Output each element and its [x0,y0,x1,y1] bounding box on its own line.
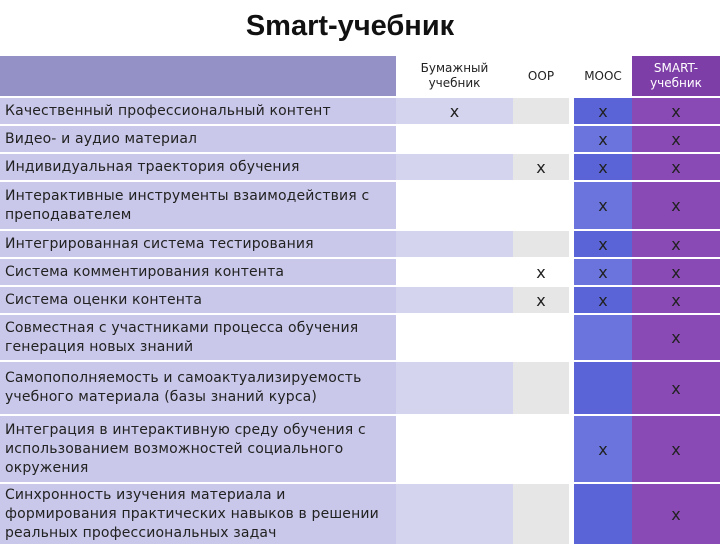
cell-paper [396,416,513,482]
cell-smart: x [632,98,720,124]
column-header-mooc: MOOC [574,56,632,96]
column-header-smart: SMART-учебник [632,56,720,96]
cell-oop [513,182,569,229]
cell-paper [396,315,513,360]
table-row [0,315,720,360]
cell-oop: x [513,287,569,313]
table-row [0,259,720,285]
cell-smart: x [632,287,720,313]
cell-smart: x [632,315,720,360]
cell-mooc: x [574,287,632,313]
table-row [0,484,720,544]
row-label: Синхронность изучения материала и формирования практических навыков в решении реальных профессиональных задач [0,484,396,544]
cell-smart: x [632,126,720,152]
row-label: Самопополняемость и самоактуализируемость учебного материала (базы знаний курса) [0,362,396,414]
cell-oop [513,231,569,257]
row-label: Видео- и аудио материал [0,126,396,152]
column-header-oop: OOP [513,56,569,96]
table-row [0,154,720,180]
cell-mooc: x [574,416,632,482]
cell-oop [513,484,569,544]
table-row [0,98,720,124]
cell-paper [396,126,513,152]
row-label: Индивидуальная траектория обучения [0,154,396,180]
row-label: Интегрированная система тестирования [0,231,396,257]
cell-oop [513,126,569,152]
page-title: Smart-учебник [245,10,455,42]
cell-paper [396,362,513,414]
cell-oop [513,98,569,124]
table-row [0,287,720,313]
table-row [0,362,720,414]
cell-mooc [574,484,632,544]
table-row [0,126,720,152]
cell-paper [396,154,513,180]
cell-mooc: x [574,182,632,229]
table-row [0,231,720,257]
row-label: Система оценки контента [0,287,396,313]
cell-smart: x [632,231,720,257]
table-row [0,416,720,482]
cell-smart: x [632,416,720,482]
cell-smart: x [632,182,720,229]
cell-mooc: x [574,98,632,124]
row-label: Интерактивные инструменты взаимодействия с преподавателем [0,182,396,229]
cell-paper [396,231,513,257]
cell-oop: x [513,154,569,180]
cell-paper [396,287,513,313]
cell-mooc [574,362,632,414]
cell-smart: x [632,484,720,544]
cell-mooc: x [574,259,632,285]
cell-smart: x [632,259,720,285]
row-label: Интеграция в интерактивную среду обучения с использованием возможностей социального окружения [0,416,396,482]
cell-paper [396,182,513,229]
cell-paper [396,259,513,285]
cell-smart: x [632,362,720,414]
header-feature-cell [0,56,396,96]
cell-mooc: x [574,126,632,152]
cell-oop [513,315,569,360]
cell-mooc [574,315,632,360]
cell-paper: x [396,98,513,124]
cell-oop: x [513,259,569,285]
cell-oop [513,362,569,414]
comparison-table [0,54,720,546]
row-label: Система комментирования контента [0,259,396,285]
cell-smart: x [632,154,720,180]
header-row [0,56,720,96]
row-label: Совместная с участниками процесса обучения генерация новых знаний [0,315,396,360]
table-row [0,182,720,229]
row-label: Качественный профессиональный контент [0,98,396,124]
cell-mooc: x [574,154,632,180]
cell-paper [396,484,513,544]
cell-oop [513,416,569,482]
column-header-paper: Бумажный учебник [396,56,513,96]
cell-mooc: x [574,231,632,257]
